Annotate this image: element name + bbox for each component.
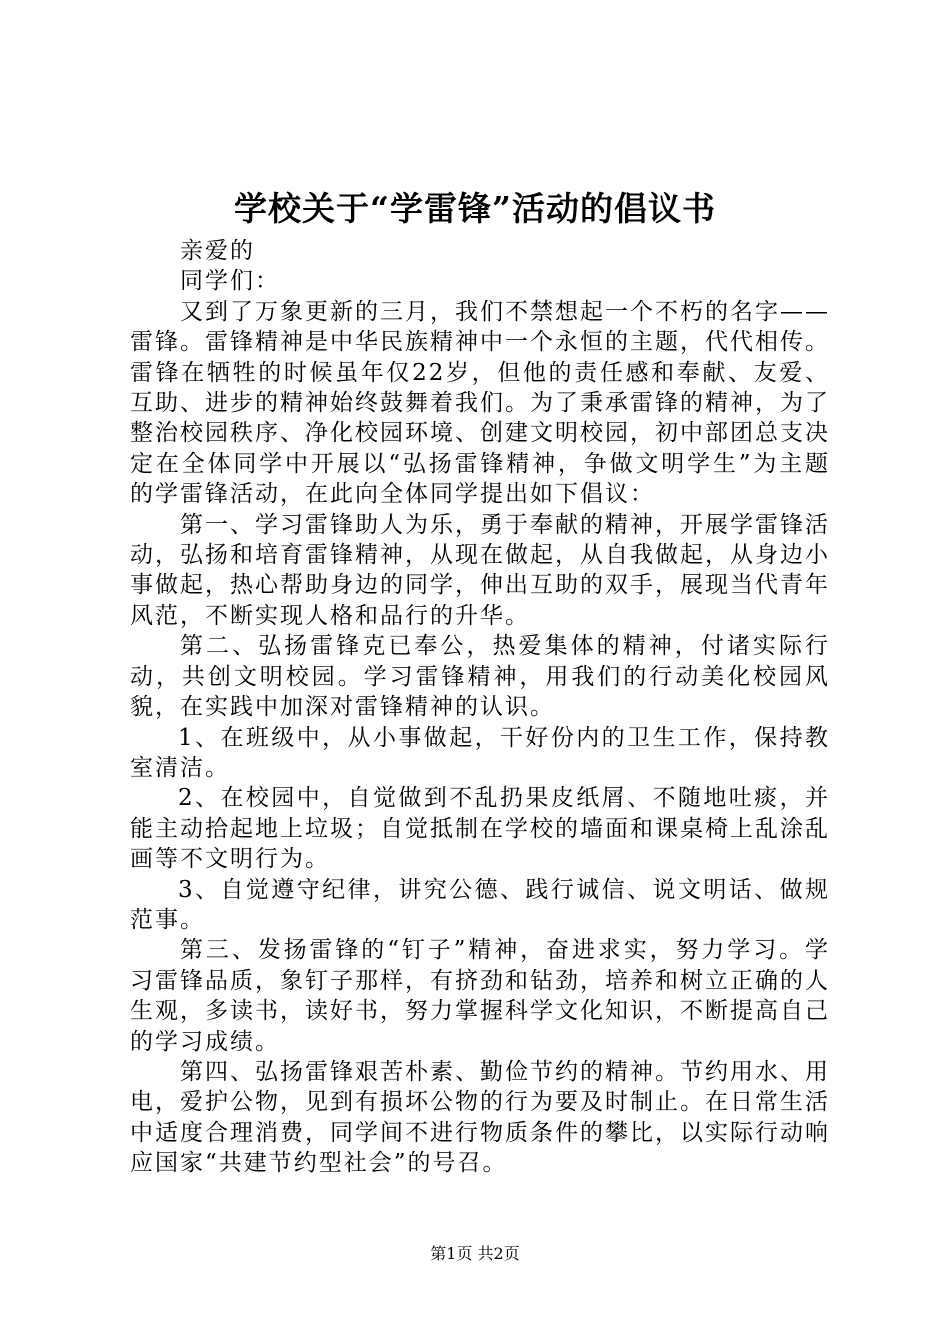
document-body (130, 236, 830, 1179)
page-number-footer: 第1页 共2页 (430, 1244, 520, 1263)
paragraph-intro: 又到了万象更新的三月，我们不禁想起一个不朽的名字——雷锋。雷锋精神是中华民族精神中一个永恒的主题，代代相传。雷锋在牺牲的时候虽年仅22岁，但他的责任感和奉献、友爱、互助、进步的精神始终鼓舞着我们。为了秉承雷锋的精神，为了整治校园秩序、净化校园环境、创建文明校园，初中部团总支决定在全体同学中开展以“弘扬雷锋精神，争做文明学生”为主题的学雷锋活动，在此向全体同学提出如下倡议： (130, 298, 830, 508)
salutation-line-2: 同学们： (180, 268, 280, 295)
paragraph-fourth-point: 第四、弘扬雷锋艰苦朴素、勤俭节约的精神。节约用水、用电，爱护公物，见到有损坏公物的行为要及时制止。在日常生活中适度合理消费，同学间不进行物质条件的攀比，以实际行动响应国家“共建节约型社会”的号召。 (130, 1058, 830, 1177)
paragraph-third-point: 第三、发扬雷锋的“钉子”精神，奋进求实，努力学习。学习雷锋品质，象钉子那样，有挤劲和钻劲，培养和树立正确的人生观，多读书，读好书，努力掌握科学文化知识，不断提高自己的学习成绩。 (130, 937, 830, 1055)
paragraph-item-2: 2、在校园中，自觉做到不乱扔果皮纸屑、不随地吐痰，并能主动拾起地上垃圾；自觉抵制在学校的墙面和课桌椅上乱涂乱画等不文明行为。 (130, 785, 830, 873)
document-title: 学校关于“学雷锋”活动的倡议书 (234, 189, 716, 228)
paragraph-item-3: 3、自觉遵守纪律，讲究公德、践行诚信、说文明话、做规范事。 (130, 876, 830, 933)
paragraph-second-point: 第二、弘扬雷锋克已奉公，热爱集体的精神，付诸实际行动，共创文明校园。学习雷锋精神，用我们的行动美化校园风貌，在实践中加深对雷锋精神的认识。 (130, 633, 830, 721)
salutation-line-1: 亲爱的 (180, 238, 255, 264)
paragraph-item-1: 1、在班级中，从小事做起，干好份内的卫生工作，保持教室清洁。 (130, 724, 830, 781)
paragraph-first-point: 第一、学习雷锋助人为乐，勇于奉献的精神，开展学雷锋活动，弘扬和培育雷锋精神，从现在做起，从自我做起，从身边小事做起，热心帮助身边的同学，伸出互助的双手，展现当代青年风范，不断实现人格和品行的升华。 (130, 511, 830, 629)
